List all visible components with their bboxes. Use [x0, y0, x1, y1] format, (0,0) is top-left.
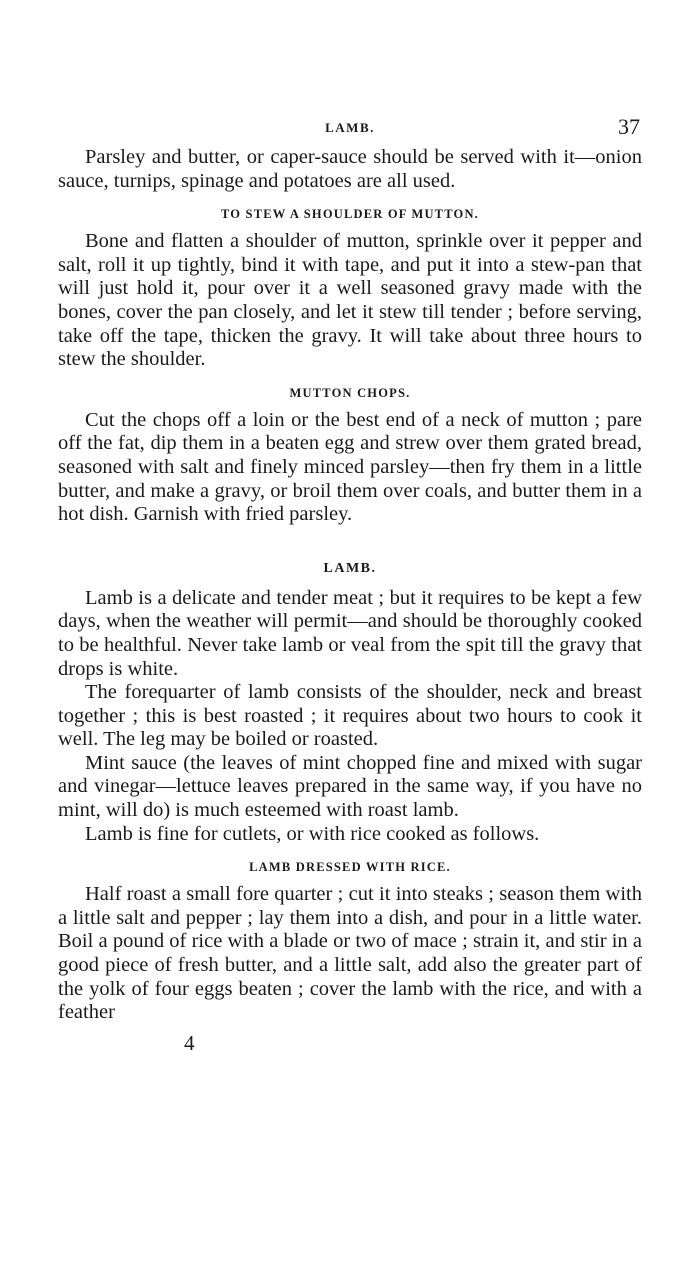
- running-head: [58, 112, 642, 146]
- page-number: 37: [618, 114, 640, 139]
- paragraph-stew-shoulder: Bone and flatten a shoulder of mutton, sprinkle over it pepper and salt, roll it up tightly, bind it with tape, and put it into a stew-pan that will just hold it, pour over it a well seasoned gravy made with the bones, cover the pan closely, and let it stew till tender ; before serving, take off the tape, thicken the gravy. It will take about three hours to stew the shoulder.: [58, 230, 642, 371]
- paragraph-lamb-2: The forequarter of lamb consists of the shoulder, neck and breast together ; this is best roasted ; it requires about two hours to cook it well. The leg may be boiled or roasted.: [58, 681, 642, 751]
- paragraph-lamb-4: Lamb is fine for cutlets, or with rice cooked as follows.: [85, 822, 540, 845]
- paragraph-lamb-rice: Half roast a small fore quarter ; cut it into steaks ; season them with a little salt and pepper ; lay them into a dish, and pour in a little water. Boil a pound of rice with a blade or two of mace ; strain it, and stir in a good piece of fresh butter, and a little salt, add also the greater part of the yolk of four eggs beaten ; cover the lamb with the rice, and with a feather: [58, 883, 642, 1024]
- intro-paragraph: Parsley and butter, or caper-sauce should be served with it—onion sauce, turnips, spinage and potatoes are all used.: [58, 146, 642, 192]
- section-heading-mutton-chops: MUTTON CHOPS.: [289, 385, 411, 400]
- section-heading-lamb-rice: LAMB DRESSED WITH RICE.: [249, 860, 451, 875]
- paragraph-lamb-3: Mint sauce (the leaves of mint chopped fine and mixed with sugar and vinegar—lettuce leaves prepared in the same way, if you have no mint, will do) is much esteemed with roast lamb.: [58, 751, 642, 822]
- book-page: [58, 112, 642, 1056]
- running-title: LAMB.: [325, 120, 375, 135]
- section-heading-stew-shoulder: TO STEW A SHOULDER OF MUTTON.: [220, 207, 479, 222]
- paragraph-lamb-1: Lamb is a delicate and tender meat ; but it requires to be kept a few days, when the weather will permit—and should be thoroughly cooked to be healthful. Never take lamb or veal from the spit till the gravy that drops is white.: [58, 586, 642, 680]
- paragraph-mutton-chops: Cut the chops off a loin or the best end of a neck of mutton ; pare off the fat, dip them in a beaten egg and strew over them grated bread, seasoned with salt and finely minced parsley—then fry them in a little butter, and make a gravy, or broil them over coals, and butter them in a hot dish. Garnish with fried parsley.: [58, 408, 642, 526]
- section-heading-lamb: LAMB.: [323, 560, 377, 576]
- signature-mark: 4: [184, 1030, 195, 1055]
